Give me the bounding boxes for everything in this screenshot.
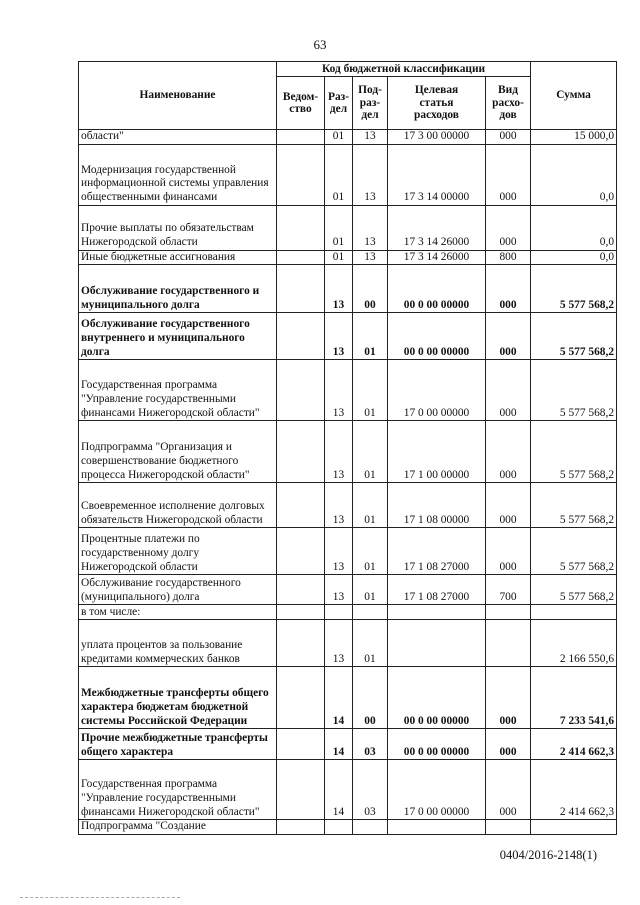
header-razdel: Раз- дел [325, 77, 353, 130]
row-podrazdel: 01 [353, 575, 388, 605]
row-sum: 5 577 568,2 [531, 360, 617, 421]
table-row [79, 729, 617, 760]
row-vedomstvo [277, 729, 325, 760]
row-name: Прочие межбюджетные трансферты общего характера [79, 729, 277, 760]
row-celevaya-statya: 17 0 00 00000 [388, 760, 486, 820]
row-vedomstvo [277, 265, 325, 313]
row-sum: 5 577 568,2 [531, 528, 617, 575]
row-celevaya-statya: 00 0 00 00000 [388, 729, 486, 760]
row-vedomstvo [277, 820, 325, 835]
row-celevaya-statya: 17 1 08 27000 [388, 575, 486, 605]
table-row [79, 421, 617, 483]
row-podrazdel: 00 [353, 667, 388, 729]
row-vid: 000 [486, 667, 531, 729]
row-celevaya-statya: 17 3 14 26000 [388, 205, 486, 250]
row-vedomstvo [277, 528, 325, 575]
row-podrazdel: 00 [353, 265, 388, 313]
row-podrazdel: 01 [353, 360, 388, 421]
row-celevaya-statya [388, 820, 486, 835]
document-code: 0404/2016-2148(1) [499, 848, 597, 862]
row-podrazdel: 13 [353, 130, 388, 145]
table-row [79, 313, 617, 360]
row-sum: 0,0 [531, 205, 617, 250]
row-razdel: 13 [325, 265, 353, 313]
row-sum: 2 166 550,6 [531, 620, 617, 667]
row-name: в том числе: [79, 605, 277, 620]
row-sum: 5 577 568,2 [531, 265, 617, 313]
row-celevaya-statya: 17 1 00 00000 [388, 421, 486, 483]
row-vid: 000 [486, 360, 531, 421]
row-razdel: 13 [325, 313, 353, 360]
row-celevaya-statya: 17 3 14 00000 [388, 144, 486, 205]
header-vedomstvo: Ведом- ство [277, 77, 325, 130]
row-vedomstvo [277, 667, 325, 729]
header-vid-raskhodov: Вид расхо- дов [486, 77, 531, 130]
row-vedomstvo [277, 250, 325, 265]
row-podrazdel: 01 [353, 528, 388, 575]
row-sum: 5 577 568,2 [531, 313, 617, 360]
row-sum: 5 577 568,2 [531, 483, 617, 528]
table-body [79, 130, 617, 835]
table-row [79, 360, 617, 421]
row-razdel: 13 [325, 620, 353, 667]
row-name: области" [79, 130, 277, 145]
table-row [79, 820, 617, 835]
row-name: Государственная программа "Управление государственными финансами Нижегородской области" [79, 360, 277, 421]
row-sum: 15 000,0 [531, 130, 617, 145]
table-row [79, 130, 617, 145]
row-podrazdel: 13 [353, 144, 388, 205]
row-vedomstvo [277, 605, 325, 620]
row-sum: 7 233 541,6 [531, 667, 617, 729]
row-vid: 000 [486, 144, 531, 205]
row-vid: 700 [486, 575, 531, 605]
row-name: Процентные платежи по государственному долгу Нижегородской области [79, 528, 277, 575]
page-number: 63 [313, 37, 327, 52]
row-vid [486, 605, 531, 620]
row-vid: 000 [486, 313, 531, 360]
row-sum: 0,0 [531, 144, 617, 205]
table-row [79, 265, 617, 313]
row-name: уплата процентов за пользование кредитами коммерческих банков [79, 620, 277, 667]
row-razdel: 13 [325, 360, 353, 421]
row-razdel: 01 [325, 205, 353, 250]
row-vid [486, 620, 531, 667]
row-name: Прочие выплаты по обязательствам Нижегородской области [79, 205, 277, 250]
row-podrazdel: 03 [353, 760, 388, 820]
row-vid: 000 [486, 528, 531, 575]
header-name: Наименование [79, 62, 277, 130]
row-celevaya-statya [388, 605, 486, 620]
row-name: Обслуживание государственного (муниципального) долга [79, 575, 277, 605]
row-name: Подпрограмма "Организация и совершенствование бюджетного процесса Нижегородской области" [79, 421, 277, 483]
row-razdel: 13 [325, 421, 353, 483]
row-name: Модернизация государственной информационной системы управления общественными финансами [79, 144, 277, 205]
row-vedomstvo [277, 360, 325, 421]
row-celevaya-statya: 00 0 00 00000 [388, 667, 486, 729]
row-celevaya-statya: 00 0 00 00000 [388, 265, 486, 313]
row-razdel: 13 [325, 575, 353, 605]
row-vedomstvo [277, 130, 325, 145]
row-sum: 0,0 [531, 250, 617, 265]
row-razdel: 13 [325, 528, 353, 575]
row-sum: 2 414 662,3 [531, 760, 617, 820]
header-sum: Сумма [531, 62, 617, 130]
row-celevaya-statya: 17 3 00 00000 [388, 130, 486, 145]
header-celevaya-statya: Целевая статья расходов [388, 77, 486, 130]
row-vid: 800 [486, 250, 531, 265]
row-name: Иные бюджетные ассигнования [79, 250, 277, 265]
row-vedomstvo [277, 144, 325, 205]
row-vedomstvo [277, 760, 325, 820]
row-vedomstvo [277, 575, 325, 605]
row-vid: 000 [486, 760, 531, 820]
row-podrazdel: 01 [353, 620, 388, 667]
header-podrazdel: Под- раз- дел [353, 77, 388, 130]
row-razdel [325, 605, 353, 620]
row-name: Своевременное исполнение долговых обязательств Нижегородской области [79, 483, 277, 528]
row-vedomstvo [277, 483, 325, 528]
row-razdel: 14 [325, 667, 353, 729]
row-razdel: 01 [325, 130, 353, 145]
table-row [79, 144, 617, 205]
row-name: Обслуживание государственного и муниципального долга [79, 265, 277, 313]
row-podrazdel [353, 605, 388, 620]
page-edge-artifact [20, 897, 180, 900]
row-vid: 000 [486, 205, 531, 250]
row-razdel: 01 [325, 144, 353, 205]
table-row [79, 605, 617, 620]
table-row [79, 205, 617, 250]
row-razdel: 13 [325, 483, 353, 528]
table-row [79, 620, 617, 667]
row-sum [531, 820, 617, 835]
row-name: Обслуживание государственного внутреннего и муниципального долга [79, 313, 277, 360]
row-sum [531, 605, 617, 620]
row-razdel: 14 [325, 729, 353, 760]
row-vedomstvo [277, 313, 325, 360]
row-vid: 000 [486, 130, 531, 145]
row-podrazdel: 01 [353, 483, 388, 528]
row-name: Межбюджетные трансферты общего характера бюджетам бюджетной системы Российской Федерации [79, 667, 277, 729]
row-podrazdel: 13 [353, 205, 388, 250]
row-name: Государственная программа "Управление государственными финансами Нижегородской области" [79, 760, 277, 820]
row-vid: 000 [486, 421, 531, 483]
row-celevaya-statya: 17 3 14 26000 [388, 250, 486, 265]
row-vedomstvo [277, 205, 325, 250]
row-podrazdel: 13 [353, 250, 388, 265]
row-razdel [325, 820, 353, 835]
row-celevaya-statya: 17 1 08 00000 [388, 483, 486, 528]
table-row [79, 575, 617, 605]
row-vid: 000 [486, 483, 531, 528]
header-group-code: Код бюджетной классификации [277, 62, 531, 77]
row-vedomstvo [277, 620, 325, 667]
row-celevaya-statya [388, 620, 486, 667]
row-sum: 2 414 662,3 [531, 729, 617, 760]
row-vid: 000 [486, 729, 531, 760]
table-row [79, 760, 617, 820]
row-razdel: 01 [325, 250, 353, 265]
row-podrazdel: 01 [353, 313, 388, 360]
row-sum: 5 577 568,2 [531, 575, 617, 605]
row-podrazdel [353, 820, 388, 835]
row-vedomstvo [277, 421, 325, 483]
row-name: Подпрограмма "Создание [79, 820, 277, 835]
row-podrazdel: 03 [353, 729, 388, 760]
table-row [79, 667, 617, 729]
row-podrazdel: 01 [353, 421, 388, 483]
row-razdel: 14 [325, 760, 353, 820]
row-celevaya-statya: 17 0 00 00000 [388, 360, 486, 421]
table-header [79, 62, 617, 130]
row-vid: 000 [486, 265, 531, 313]
row-vid [486, 820, 531, 835]
budget-table [78, 61, 617, 835]
row-celevaya-statya: 17 1 08 27000 [388, 528, 486, 575]
table-row [79, 528, 617, 575]
row-sum: 5 577 568,2 [531, 421, 617, 483]
row-celevaya-statya: 00 0 00 00000 [388, 313, 486, 360]
table-row [79, 483, 617, 528]
table-row [79, 250, 617, 265]
